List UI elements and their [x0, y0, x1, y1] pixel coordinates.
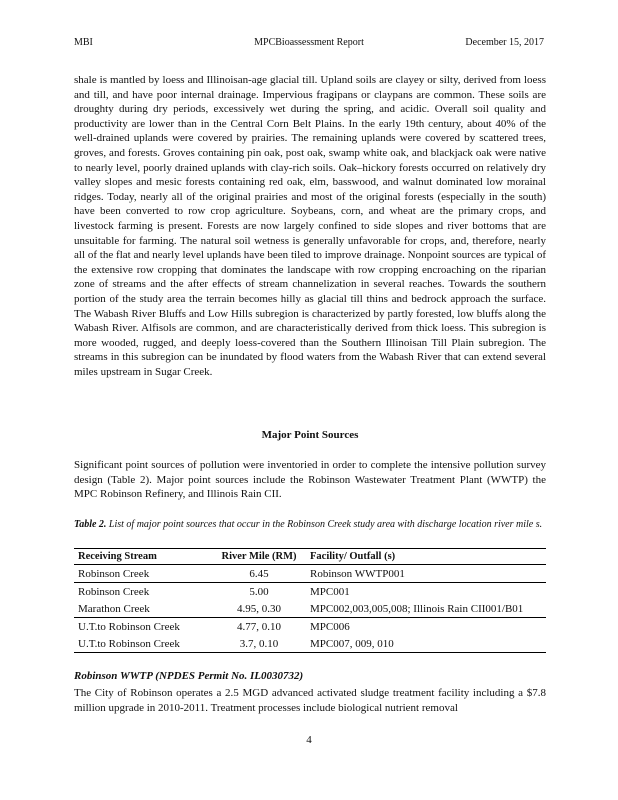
col-header-stream: Receiving Stream [74, 549, 212, 565]
cell-river-mile: 6.45 [249, 567, 269, 580]
cell-facility: Robinson WWTP001 [310, 567, 405, 580]
point-sources-table [74, 548, 546, 653]
cell-stream: Robinson Creek [78, 567, 150, 580]
cell-river-mile: 5.00 [212, 583, 306, 601]
table-row [74, 635, 546, 653]
cell-facility: MPC007, 009, 010 [306, 635, 546, 653]
table-row [74, 600, 546, 618]
cell-facility: MPC002,003,005,008; Illinois Rain CII001/B01 [310, 602, 524, 615]
body-paragraph-2: Significant point sources of pollution were inventoried in order to complete the intensive pollution survey design (Table 2). Major point sources include the Robinson Wastewater Treatment Plant (WWTP) the MPC Robinson Refinery, and Illinois Rain CII. [74, 459, 546, 501]
header-date: December 15, 2017 [465, 37, 544, 48]
body-paragraph-3: The City of Robinson operates a 2.5 MGD advanced activated sludge treatment facility including a $7.8 million upgrade in 2010-2011. Treatment processes include biological nutrient removal [74, 687, 546, 714]
paragraph-text: shale is mantled by loess and Illinoisan-age glacial till. Upland soils are clayey or silty, derived from loess and till, and have poor internal drainage. Impervious fragipans or claypans are common. These soils are droughty during dry periods, excessively wet during the spring, and acidic. Overall soil quality and productivity are lower than in the Central Corn Belt Plains. In the early 19th century, about 40% of the well-drained uplands were covered by prairies. The remaining uplands were covered by scattered trees, groves, and forests. Groves containing pin oak, post oak, swamp white oak, and blackjack oak were native to nearly level, poorly drained uplands with clay-rich soils. Oak–hickory forests occurred on relatively dry valley slopes and mesic forests containing red oak, elm, basswood, and walnut dominated low morainal ridges. Today, nearly all of the original prairies and most of the original forests (especially in the south) have been converted to row crop agriculture. Soybeans, corn, and wheat are the primary crops, and livestock farming is present. Forests are now largely confined to side slopes and river bottoms that are unsuitable for farming. The natural soil wetness is generally unfavorable for crops, and, therefore, nearly all of the flat and nearly level uplands have been tiled to improve drainage. Nonpoint sources are typical of the extensive row cropping that dominates the landscape with row cropping encroaching on the riparian zone of streams and the after effects of stream channelization in several reaches. Towards the southern portion of the study area the terrain becomes hilly as glacial till thins and bedrock approach the surface. The Wabash River Bluffs and Low Hills subregion is characterized by partly forested, low bluffs along the Wabash River. Alfisols are common, and are characteristically derived from thick loess. This subregion is more wooded, rugged, and deeply loess-covered than the Southern Illinoisan Till Plain subregion. The streams in this subregion can be inundated by flood waters from the Wabash River that can extend several miles upstream in Sugar Creek. [74, 74, 546, 378]
cell-river-mile: 3.7, 0.10 [212, 635, 306, 653]
table-caption [74, 518, 546, 531]
table-header-row [74, 549, 546, 565]
cell-stream: U.T.to Robinson Creek [74, 618, 212, 636]
section-title: Major Point Sources [261, 429, 359, 441]
subsection-heading: Robinson WWTP (NPDES Permit No. IL0030732) [74, 670, 304, 682]
page-number: 4 [306, 734, 312, 746]
table-row [74, 618, 546, 636]
col-header-river-mile: River Mile (RM) [212, 549, 306, 565]
header-left: MBI [74, 37, 93, 48]
table-row [74, 565, 546, 583]
col-header-facility: Facility/ Outfall (s) [306, 549, 546, 565]
page-header [74, 37, 544, 51]
body-paragraph-1 [74, 73, 546, 379]
cell-river-mile: 4.77, 0.10 [212, 618, 306, 636]
caption-text: List of major point sources that occur in the Robinson Creek study area with discharge location river mile s. [106, 519, 543, 530]
cell-stream: Robinson Creek [74, 583, 212, 601]
cell-river-mile: 4.95, 0.30 [237, 602, 281, 615]
cell-stream: U.T.to Robinson Creek [74, 635, 212, 653]
header-title: MPCBioassessment Report [254, 37, 364, 48]
table-row [74, 583, 546, 601]
cell-facility: MPC001 [306, 583, 546, 601]
caption-label: Table 2. [74, 519, 107, 530]
cell-facility: MPC006 [306, 618, 546, 636]
cell-stream: Marathon Creek [78, 602, 150, 615]
